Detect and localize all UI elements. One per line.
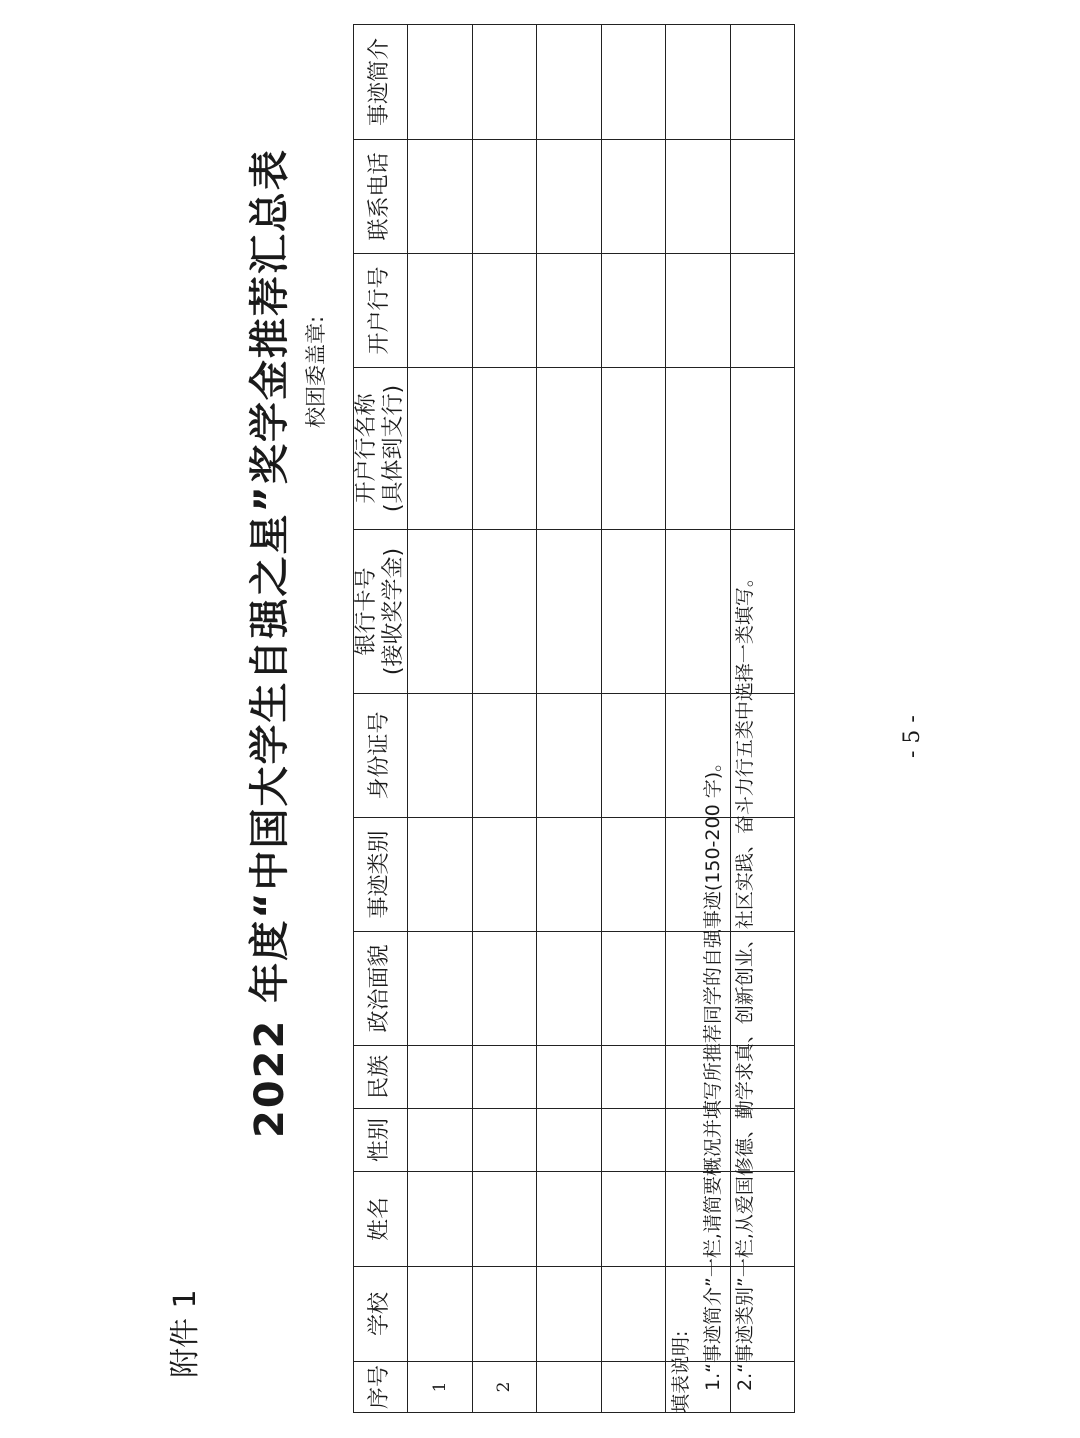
table-cell[interactable] bbox=[472, 1109, 537, 1172]
table-cell[interactable] bbox=[666, 140, 731, 254]
table-cell[interactable] bbox=[601, 25, 666, 140]
table-cell[interactable] bbox=[472, 694, 537, 818]
table-header-row bbox=[354, 25, 408, 1413]
table-cell[interactable] bbox=[537, 368, 602, 530]
table-cell[interactable] bbox=[472, 932, 537, 1046]
table-cell[interactable] bbox=[408, 932, 473, 1046]
table-cell[interactable] bbox=[601, 932, 666, 1046]
table-cell[interactable] bbox=[537, 1267, 602, 1362]
table-cell[interactable] bbox=[537, 530, 602, 694]
header-bank-card: 银行卡号 (接收奖学金) bbox=[354, 530, 408, 694]
table-cell[interactable] bbox=[601, 1109, 666, 1172]
table-cell[interactable] bbox=[472, 530, 537, 694]
table-cell[interactable] bbox=[408, 140, 473, 254]
table-cell[interactable] bbox=[472, 1046, 537, 1109]
notes-heading: 填表说明: bbox=[670, 1330, 692, 1413]
table-cell[interactable] bbox=[601, 1172, 666, 1267]
table-cell[interactable] bbox=[472, 1172, 537, 1267]
table-row bbox=[537, 25, 602, 1413]
table-cell[interactable] bbox=[730, 25, 795, 140]
attachment-label: 附件 1 bbox=[168, 1289, 203, 1378]
table-cell[interactable] bbox=[537, 1362, 602, 1413]
header-name: 姓名 bbox=[354, 1172, 408, 1267]
header-phone: 联系电话 bbox=[354, 140, 408, 254]
header-ethnicity: 民族 bbox=[354, 1046, 408, 1109]
table-cell[interactable] bbox=[408, 818, 473, 932]
table-cell[interactable] bbox=[472, 254, 537, 368]
header-school: 学校 bbox=[354, 1267, 408, 1362]
seal-label: 校团委盖章: bbox=[304, 315, 328, 428]
table-cell[interactable] bbox=[730, 254, 795, 368]
page-title: 2022 年度“中国大学生自强之星”奖学金推荐汇总表 bbox=[247, 148, 293, 1138]
header-bank-code: 开户行号 bbox=[354, 254, 408, 368]
table-cell[interactable] bbox=[537, 1109, 602, 1172]
table-cell[interactable] bbox=[730, 140, 795, 254]
note-item: 2.“事迹类别”一栏,从爱国修德、勤学求真、创新创业、社区实践、奋斗力行五类中选择一类填写。 bbox=[734, 568, 756, 1391]
table-cell[interactable] bbox=[730, 368, 795, 530]
table-cell[interactable] bbox=[472, 1267, 537, 1362]
table-cell[interactable] bbox=[472, 140, 537, 254]
table-cell[interactable] bbox=[601, 140, 666, 254]
header-gender: 性别 bbox=[354, 1109, 408, 1172]
table-cell[interactable] bbox=[666, 254, 731, 368]
header-deed-summary: 事迹简介 bbox=[354, 25, 408, 140]
fill-instructions bbox=[665, 568, 761, 1413]
table-row bbox=[472, 25, 537, 1413]
table-cell[interactable] bbox=[408, 530, 473, 694]
table-cell[interactable]: 2 bbox=[472, 1362, 537, 1413]
table-cell[interactable] bbox=[408, 1172, 473, 1267]
table-cell[interactable] bbox=[472, 818, 537, 932]
table-cell[interactable] bbox=[472, 25, 537, 140]
table-cell[interactable] bbox=[408, 1109, 473, 1172]
table-cell[interactable] bbox=[537, 1172, 602, 1267]
table-cell[interactable] bbox=[537, 932, 602, 1046]
table-cell[interactable] bbox=[537, 818, 602, 932]
table-cell[interactable] bbox=[601, 530, 666, 694]
table-cell[interactable] bbox=[408, 694, 473, 818]
table-cell[interactable] bbox=[408, 1046, 473, 1109]
table-cell[interactable] bbox=[601, 1046, 666, 1109]
header-index: 序号 bbox=[354, 1362, 408, 1413]
table-cell[interactable] bbox=[537, 254, 602, 368]
note-item: 1.“事迹简介”一栏,请简要概况并填写所推荐同学的自强事迹(150-200 字)。 bbox=[702, 752, 724, 1391]
table-row bbox=[601, 25, 666, 1413]
table-cell[interactable] bbox=[666, 368, 731, 530]
header-political-status: 政治面貌 bbox=[354, 932, 408, 1046]
table-cell[interactable] bbox=[537, 1046, 602, 1109]
table-cell[interactable] bbox=[408, 1267, 473, 1362]
table-cell[interactable] bbox=[601, 1362, 666, 1413]
table-cell[interactable] bbox=[601, 254, 666, 368]
table-cell[interactable] bbox=[537, 694, 602, 818]
header-bank-name: 开户行名称 (具体到支行) bbox=[354, 368, 408, 530]
table-cell[interactable] bbox=[472, 368, 537, 530]
table-cell[interactable] bbox=[666, 25, 731, 140]
table-cell[interactable] bbox=[601, 1267, 666, 1362]
header-id-number: 身份证号 bbox=[354, 694, 408, 818]
table-cell[interactable]: 1 bbox=[408, 1362, 473, 1413]
table-cell[interactable] bbox=[408, 25, 473, 140]
table-cell[interactable] bbox=[408, 254, 473, 368]
table-row bbox=[408, 25, 473, 1413]
table-cell[interactable] bbox=[408, 368, 473, 530]
page-number: - 5 - bbox=[900, 715, 925, 758]
table-cell[interactable] bbox=[601, 368, 666, 530]
table-cell[interactable] bbox=[601, 818, 666, 932]
table-cell[interactable] bbox=[537, 140, 602, 254]
table-cell[interactable] bbox=[601, 694, 666, 818]
header-deed-category: 事迹类别 bbox=[354, 818, 408, 932]
table-cell[interactable] bbox=[537, 25, 602, 140]
